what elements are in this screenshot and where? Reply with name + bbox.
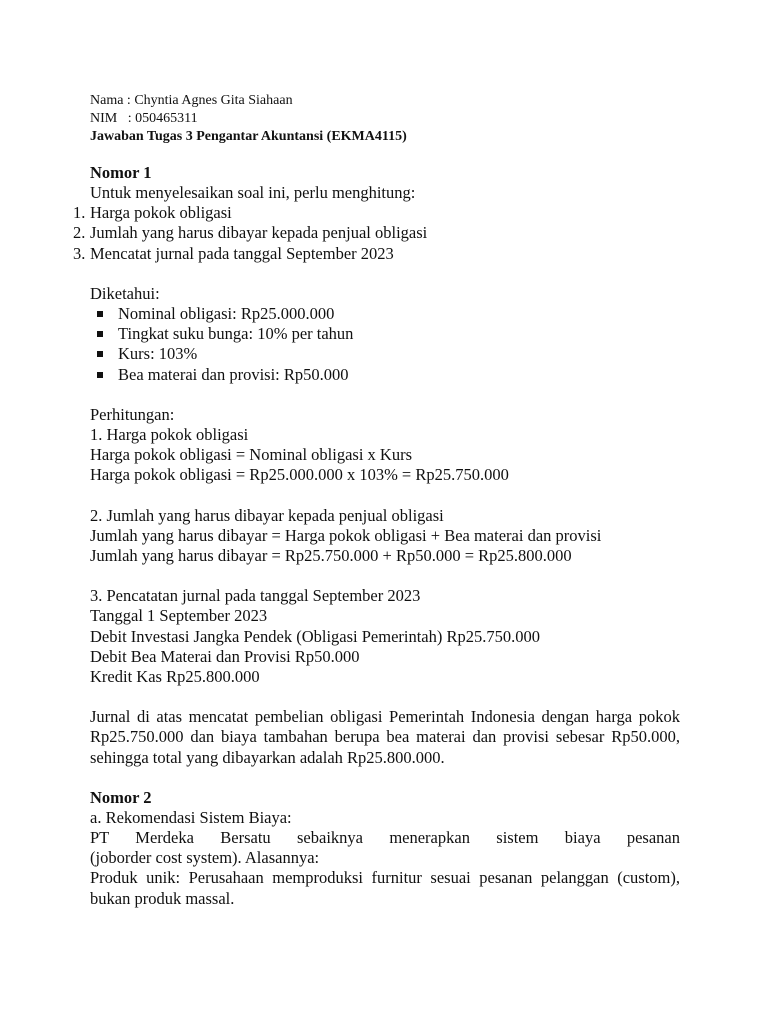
journal-debit-investment: Debit Investasi Jangka Pendek (Obligasi Pemerintah) Rp25.750.000 <box>90 626 541 646</box>
list-item: Kurs: 103% <box>90 344 680 364</box>
recommendation-line-1: PT Merdeka Bersatu sebaiknya menerapkan sistem biaya pesanan <box>90 828 680 848</box>
journal-debit-fee: Debit Bea Materai dan Provisi Rp50.000 <box>90 646 360 666</box>
list-item: 1. Harga pokok obligasi <box>73 203 232 223</box>
journal-date: Tanggal 1 September 2023 <box>90 606 268 626</box>
recommendation-reason: Produk unik: Perusahaan memproduksi furnitur sesuai pesanan pelanggan (custom), bukan produk massal. <box>90 868 680 908</box>
bullet-icon <box>97 311 103 317</box>
calc2-title: 2. Jumlah yang harus dibayar kepada penjual obligasi <box>90 505 444 525</box>
nomor1-heading: Nomor 1 <box>90 163 152 182</box>
bullet-icon <box>97 372 103 378</box>
diketahui-label: Diketahui: <box>90 283 160 303</box>
calc2-result: Jumlah yang harus dibayar = Rp25.750.000 + Rp50.000 = Rp25.800.000 <box>90 546 572 566</box>
diketahui-list <box>90 304 680 385</box>
list-item: Nominal obligasi: Rp25.000.000 <box>90 304 680 324</box>
calc1-formula: Harga pokok obligasi = Nominal obligasi x Kurs <box>90 445 413 465</box>
student-nim: NIM : 050465311 <box>90 111 198 126</box>
list-item: 3. Mencatat jurnal pada tanggal September 2023 <box>73 243 394 263</box>
nomor1-conclusion: Jurnal di atas mencatat pembelian obligasi Pemerintah Indonesia dengan harga pokok Rp25.750.000 dan biaya tambahan berupa bea materai dan provisi sebesar Rp50.000, sehingga total yang dibayarkan adalah Rp25.800.000. <box>90 707 680 767</box>
list-item: Bea materai dan provisi: Rp50.000 <box>90 365 680 385</box>
document-page <box>73 92 680 909</box>
nomor1-intro: Untuk menyelesaikan soal ini, perlu menghitung: <box>90 183 416 202</box>
assignment-title: Jawaban Tugas 3 Pengantar Akuntansi (EKMA4115) <box>90 129 407 144</box>
recommendation-line-2: (joborder cost system). Alasannya: <box>90 848 320 868</box>
nomor2-heading: Nomor 2 <box>90 787 152 807</box>
list-item: 2. Jumlah yang harus dibayar kepada penjual obligasi <box>73 223 428 243</box>
calc3-title: 3. Pencatatan jurnal pada tanggal September 2023 <box>90 586 421 606</box>
calc1-result: Harga pokok obligasi = Rp25.000.000 x 103% = Rp25.750.000 <box>90 465 509 485</box>
perhitungan-label: Perhitungan: <box>90 404 175 424</box>
calc2-formula: Jumlah yang harus dibayar = Harga pokok obligasi + Bea materai dan provisi <box>90 525 602 545</box>
bullet-icon <box>97 331 103 337</box>
bullet-icon <box>97 351 103 357</box>
calc1-title: 1. Harga pokok obligasi <box>90 425 249 445</box>
steps-list <box>73 203 680 264</box>
student-name: Nama : Chyntia Agnes Gita Siahaan <box>90 93 293 108</box>
list-item: Tingkat suku bunga: 10% per tahun <box>90 324 680 344</box>
nomor2-sub-a: a. Rekomendasi Sistem Biaya: <box>90 807 292 827</box>
journal-credit-cash: Kredit Kas Rp25.800.000 <box>90 667 260 687</box>
